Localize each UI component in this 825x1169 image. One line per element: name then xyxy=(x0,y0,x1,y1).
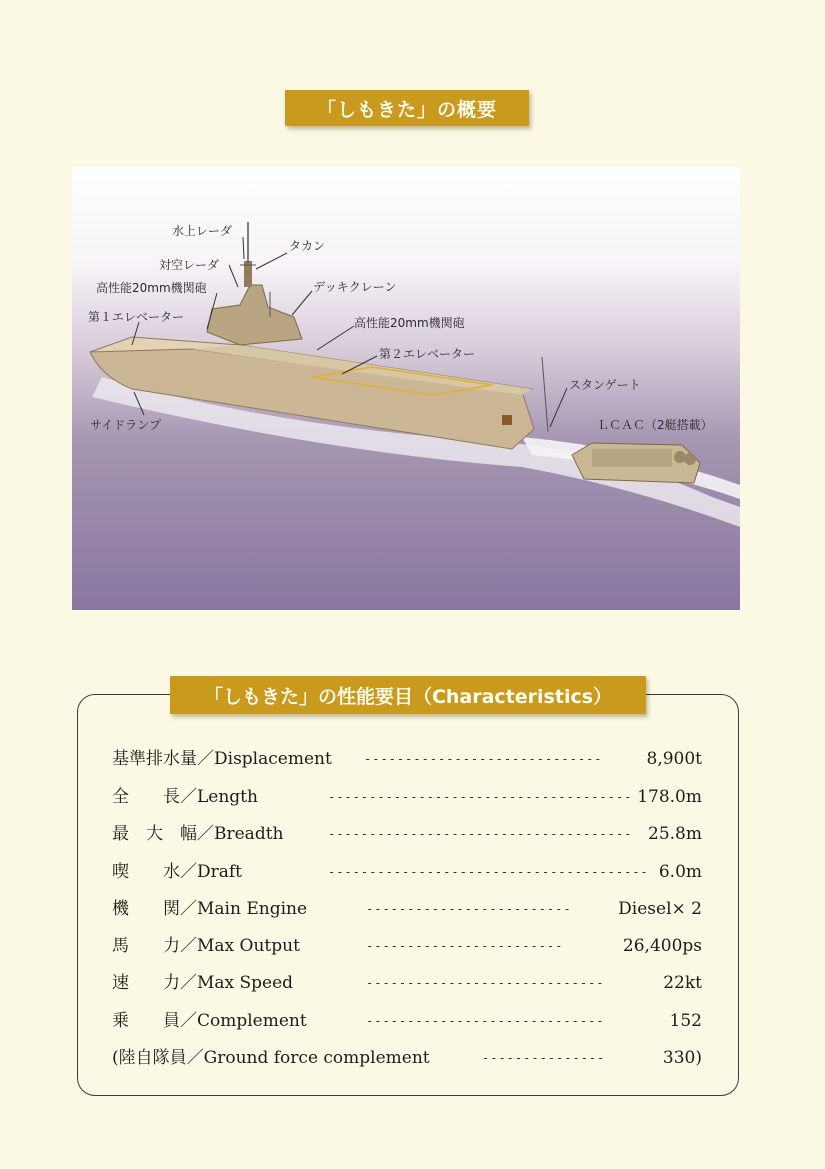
spec-value: 26,400ps xyxy=(622,936,702,956)
spec-label-jp: 基準排水量 xyxy=(112,749,197,769)
spec-value: 330) xyxy=(662,1048,702,1068)
label-lcac: ＬＣＡＣ（2艇搭載） xyxy=(597,418,713,432)
spec-label-en: ／Ground force complement xyxy=(186,1048,430,1068)
dot-leader: --------------------------------------- xyxy=(328,865,649,879)
label-elevator-1: 第１エレベーター xyxy=(88,310,185,324)
spec-value: 25.8m xyxy=(648,824,702,844)
spec-value: 152 xyxy=(669,1011,702,1031)
page-title: 「しもきた」の概要 xyxy=(285,90,529,126)
spec-label-en: ／Complement xyxy=(180,1011,307,1031)
spec-value: 6.0m xyxy=(658,862,702,882)
spec-value: Diesel× 2 xyxy=(618,899,702,919)
spec-label-en: ／Main Engine xyxy=(180,899,308,919)
label-ciws-aft: 高性能20mm機関砲 xyxy=(354,316,465,330)
spec-row-length xyxy=(112,785,702,809)
spec-section-title: 「しもきた」の性能要目（Characteristics） xyxy=(170,676,646,714)
dot-leader: ------------------------------------- xyxy=(328,790,633,804)
spec-label-en: ／Max Output xyxy=(180,936,300,956)
spec-value: 22kt xyxy=(663,973,702,993)
label-side-ramp: サイドランプ xyxy=(90,418,162,432)
dot-leader: ----------------------------- xyxy=(366,976,605,990)
label-deck-crane: デッキクレーン xyxy=(313,280,397,294)
dot-leader: ----------------------------- xyxy=(366,1014,605,1028)
spec-label-jp: 全 長 xyxy=(112,787,180,807)
label-stern-gate: スタンゲート xyxy=(569,378,641,392)
spec-label-jp: 機 関 xyxy=(112,899,180,919)
spec-label-jp: 乗 員 xyxy=(112,1011,180,1031)
spec-row-displacement xyxy=(112,747,702,771)
label-elevator-2: 第２エレベーター xyxy=(379,347,476,361)
spec-row-max-speed xyxy=(112,971,702,995)
spec-row-draft xyxy=(112,860,702,884)
label-ciws-fwd: 高性能20mm機関砲 xyxy=(96,281,207,295)
spec-row-max-output xyxy=(112,934,702,958)
spec-value: 8,900t xyxy=(646,749,702,769)
spec-row-breadth xyxy=(112,822,702,846)
dot-leader: ------------------------ xyxy=(366,939,564,953)
label-tacan: タカン xyxy=(289,239,326,253)
spec-label-en: ／Displacement xyxy=(197,749,332,769)
label-air-radar: 対空レーダ xyxy=(159,258,220,272)
label-surface-radar: 水上レーダ xyxy=(172,224,233,238)
spec-row-main-engine xyxy=(112,897,702,921)
spec-label-en: ／Length xyxy=(180,787,258,807)
spec-label-jp: (陸自隊員 xyxy=(112,1048,187,1068)
spec-label-en: ／Draft xyxy=(180,862,243,882)
dot-leader: ------------------------- xyxy=(366,902,572,916)
spec-label-en: ／Max Speed xyxy=(180,973,294,993)
spec-label-jp: 最 大 幅 xyxy=(112,824,197,844)
spec-row-ground-force xyxy=(112,1046,702,1070)
spec-label-en: ／Breadth xyxy=(197,824,284,844)
ship-diagram xyxy=(72,167,740,610)
dot-leader: ----------------------------- xyxy=(364,752,603,766)
spec-row-complement xyxy=(112,1009,702,1033)
dot-leader: ------------------------------------- xyxy=(328,827,633,841)
dot-leader: --------------- xyxy=(482,1051,606,1065)
spec-value: 178.0m xyxy=(637,787,702,807)
spec-label-jp: 喫 水 xyxy=(112,862,180,882)
spec-label-jp: 馬 力 xyxy=(112,936,180,956)
spec-label-jp: 速 力 xyxy=(112,973,180,993)
